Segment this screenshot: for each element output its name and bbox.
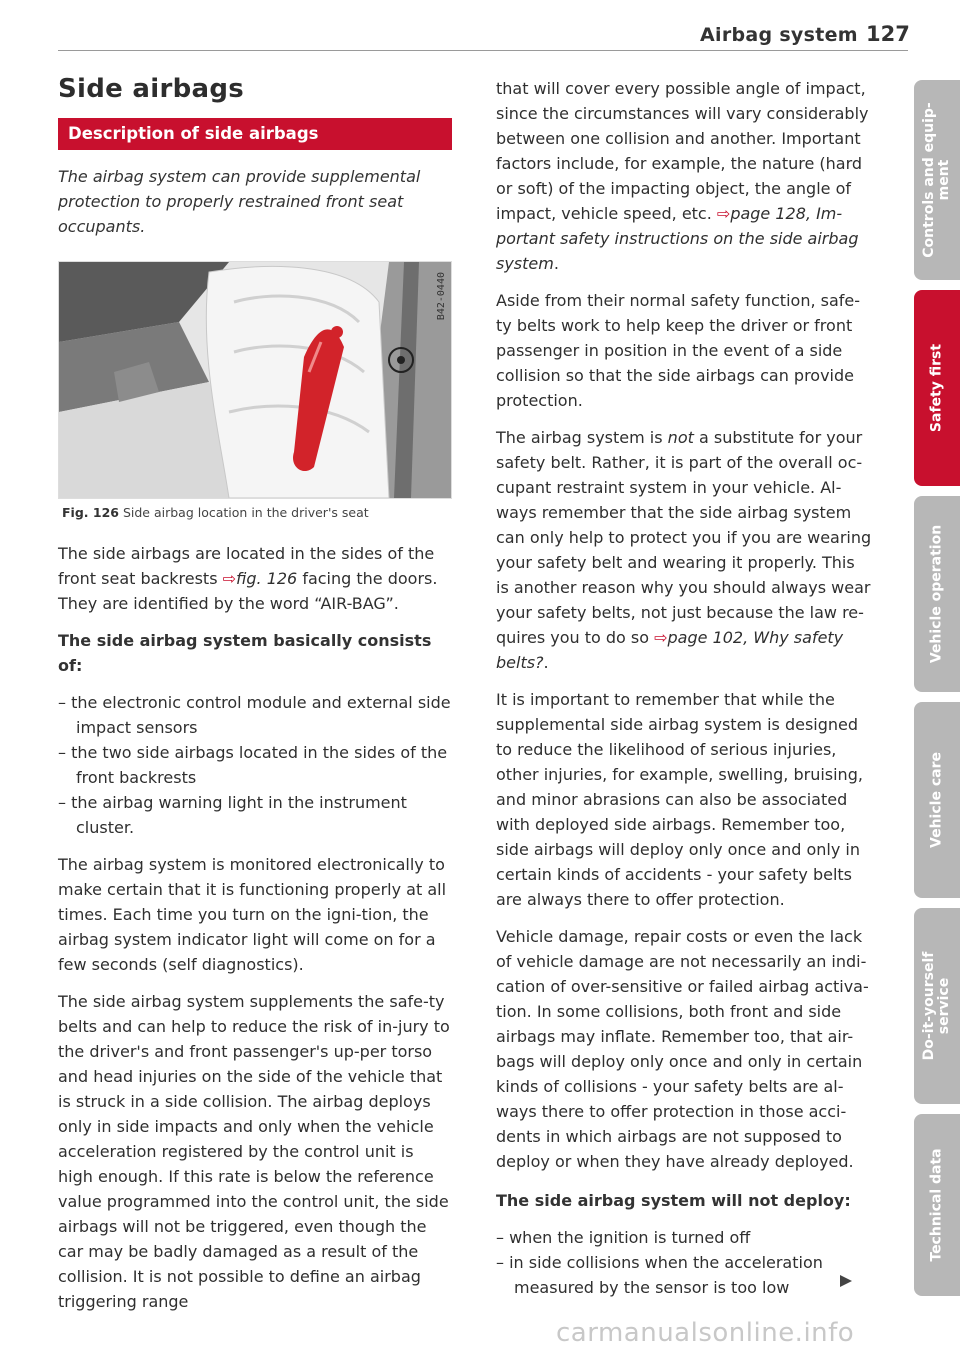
text-run: . bbox=[543, 653, 549, 672]
list-item: – the electronic control module and external side impact sensors bbox=[58, 693, 451, 737]
paragraph-belts: Aside from their normal safety function, safe-ty belts work to help keep the driver or front passenger in position in the event of a side collision so that the side airbags can provide protection. bbox=[496, 291, 861, 410]
link-text: page 128, Im-portant safety instructions on the side airbag system bbox=[496, 204, 859, 273]
tab-label: Vehicle operation bbox=[928, 524, 945, 664]
paragraph-location bbox=[58, 541, 452, 616]
continue-arrow-icon bbox=[840, 1275, 852, 1287]
tab-safety-first[interactable] bbox=[914, 290, 960, 486]
paragraph-substitute bbox=[496, 425, 872, 675]
list-item: – the airbag warning light in the instrument cluster. bbox=[58, 793, 407, 837]
paragraph-supplements: The side airbag system supplements the safe-ty belts and can help to reduce the risk of in-jury to the driver's and front passenger's up-per torso and head injuries on the side of the vehicle that is struck in a side collision. The airbag deploys only in side impacts and only when the vehicle acceleration registered by the control unit is high enough. If this rate is below the reference value programmed into the control unit, the side airbags will not be triggered, even though the car may be badly damaged as a result of the collision. It is not possible to define an airbag triggering range bbox=[58, 992, 450, 1311]
paragraph-damage: Vehicle damage, repair costs or even the lack of vehicle damage are not necessarily an indi-cation of over-sensitive or failed airbag activa-tion. In some collisions, both front and side airbags may inflate. Remember too, that air-bags will deploy only once and only in certain kinds of collisions - your safety belts are al-ways there to offer protection in those acci-dents in which airbags are not supposed to deploy or when they have already deployed. bbox=[496, 927, 869, 1171]
section-title: Side airbags bbox=[58, 74, 245, 104]
tab-label: Vehicle care bbox=[928, 752, 945, 848]
tab-label: Controls and equip- ment bbox=[921, 102, 952, 258]
page-number: 127 bbox=[866, 22, 910, 46]
tab-technical-data[interactable] bbox=[914, 1114, 960, 1296]
left-column bbox=[58, 74, 452, 1314]
caption-label: Fig. 126 bbox=[62, 505, 119, 520]
arrow-right-icon: ⇨ bbox=[222, 569, 237, 588]
link-text: fig. 126 bbox=[236, 569, 298, 588]
figure-caption bbox=[58, 505, 452, 527]
figure-side-airbag bbox=[58, 261, 452, 499]
text-run: facing the doors. They are identified by the word “AIR-BAG”. bbox=[58, 569, 438, 613]
list-item: – when the ignition is turned off bbox=[496, 1228, 751, 1247]
text-run: that will cover every possible angle of impact, since the circumstances will vary considerably between one collision and another. Important factors include, for example, the nature (hard or soft) of the impacting object, the angle of impact, vehicle speed, etc. bbox=[496, 79, 869, 223]
paragraph-angle bbox=[496, 76, 872, 276]
header-rule bbox=[58, 50, 908, 51]
arrow-right-icon: ⇨ bbox=[654, 628, 668, 647]
tab-label: Technical data bbox=[928, 1148, 945, 1262]
text-run: a substitute for your safety belt. Rather, it is part of the overall oc-cupant restraint system in your vehicle. Al-ways remember that the side airbag system can only help to protect you if you are wearing your safety belt and wearing it properly. This is another reason why you should always wear your safety belts, not just because the law re-quires you to do so bbox=[496, 428, 872, 647]
consists-heading: The side airbag system basically consists of: bbox=[58, 631, 432, 675]
text-run: The side airbags are located in the sides of the front seat backrests bbox=[58, 544, 435, 588]
seat-illustration bbox=[59, 262, 451, 498]
emphasis: not bbox=[667, 428, 694, 447]
tab-label: Safety first bbox=[928, 343, 945, 433]
paragraph-injuries: It is important to remember that while the supplemental side airbag system is designed to reduce the likelihood of serious injuries, other injuries, for example, swelling, bruising, and minor abrasions can also be associated with deployed side airbags. Remember too, side airbags will deploy only once and only in certain kinds of accidents - your safety belts are always there to offer protection. bbox=[496, 690, 863, 909]
tab-do-it-yourself[interactable] bbox=[914, 908, 960, 1104]
link-text: page 102, Why safety belts? bbox=[496, 628, 844, 672]
arrow-right-icon: ⇨ bbox=[716, 204, 731, 223]
list-item: – the two side airbags located in the sides of the front backrests bbox=[58, 743, 448, 787]
right-column bbox=[496, 76, 872, 1300]
intro-text: The airbag system can provide supplemental protection to properly restrained front seat occupants. bbox=[58, 167, 421, 236]
tab-vehicle-care[interactable] bbox=[914, 702, 960, 898]
tab-vehicle-operation[interactable] bbox=[914, 496, 960, 692]
list-item: – in side collisions when the acceleration measured by the sensor is too low bbox=[496, 1253, 823, 1297]
figure-link[interactable] bbox=[223, 569, 298, 588]
not-deploy-heading: The side airbag system will not deploy: bbox=[496, 1191, 851, 1210]
text-run: . bbox=[553, 254, 559, 273]
subsection-title: Description of side airbags bbox=[58, 118, 452, 150]
tab-label: Do-it-yourself service bbox=[921, 951, 952, 1061]
caption-text: Side airbag location in the driver's seat bbox=[122, 505, 369, 520]
header-title: Airbag system bbox=[700, 24, 858, 46]
paragraph-monitoring: The airbag system is monitored electronically to make certain that it is functioning properly at all times. Each time you turn on the igni-tion, the airbag system indicator light will come on for a few seconds (self diagnostics). bbox=[58, 855, 447, 974]
watermark: carmanualsonline.info bbox=[556, 1318, 855, 1348]
text-run: The airbag system is bbox=[496, 428, 668, 447]
tab-controls-equipment[interactable] bbox=[914, 80, 960, 280]
figure-code: B42-0440 bbox=[436, 272, 447, 321]
